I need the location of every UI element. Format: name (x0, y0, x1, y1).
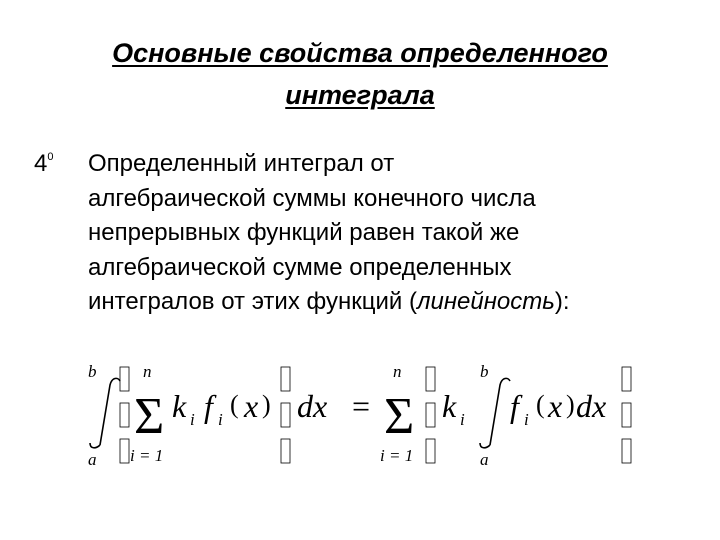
variable-x-right: x (548, 388, 563, 424)
integral-upper-limit-right: b (480, 362, 489, 381)
sum-lower-limit: i = 1 (130, 446, 164, 465)
function-f-right: f (510, 388, 519, 424)
property-number-superscript: 0 (47, 151, 54, 163)
text-line-1: Определенный интеграл от (88, 150, 395, 177)
coefficient-k: k (172, 388, 187, 424)
variable-x-left: x (244, 388, 259, 424)
sigma-left: Σ (134, 388, 165, 445)
property-text (34, 140, 694, 320)
bracket-box-7 (426, 367, 435, 391)
title-line-2: интеграла (285, 80, 435, 110)
sum-lower-limit-right: i = 1 (380, 446, 414, 465)
bracket-box-9 (426, 439, 435, 463)
integral-sign-right (480, 378, 510, 447)
integral-lower-limit-right: a (480, 450, 489, 469)
sum-upper-limit-right: n (393, 362, 402, 381)
text-line-2: алгебраической суммы конечного числа (88, 184, 536, 212)
function-f: f (204, 388, 213, 424)
text-line-5-italic: линейность (416, 288, 555, 315)
equals-sign: = (352, 388, 371, 424)
differential-right: dx (576, 388, 607, 424)
bracket-box-8 (426, 403, 435, 427)
paren-close-right: ) (566, 390, 575, 419)
paren-close-left: ) (262, 390, 271, 419)
bracket-box-4 (281, 367, 290, 391)
text-line-5-end: ): (554, 288, 570, 315)
bracket-box-6 (281, 439, 290, 463)
property-number-digit: 4 (34, 150, 48, 177)
text-line-5 (34, 285, 694, 320)
bracket-box-12 (622, 439, 631, 463)
bracket-box-11 (622, 403, 631, 427)
text-line-3: непрерывных функций равен такой же (88, 219, 520, 246)
linearity-formula (70, 355, 670, 475)
bracket-box-3 (120, 439, 129, 463)
paren-open-left: ( (230, 390, 239, 419)
slide-title (60, 32, 660, 116)
sum-upper-limit: n (143, 362, 152, 381)
coefficient-k-sub-right: i (460, 410, 465, 429)
integral-lower-limit: a (88, 450, 97, 469)
property-number (34, 140, 88, 182)
function-f-sub-right: i (524, 410, 529, 429)
text-line-5-start: интегралов от этих функций ( (88, 288, 417, 315)
title-line-1: Основные свойства определенного (112, 38, 608, 68)
paren-open-right: ( (536, 390, 545, 419)
formula-svg (70, 355, 670, 475)
integral-sign-left (90, 378, 120, 447)
integral-upper-limit: b (88, 362, 97, 381)
sigma-right: Σ (384, 388, 415, 445)
bracket-box-5 (281, 403, 290, 427)
bracket-box-10 (622, 367, 631, 391)
bracket-box-1 (120, 367, 129, 391)
bracket-box-2 (120, 403, 129, 427)
text-line-4: алгебраической сумме определенных (88, 253, 512, 281)
coefficient-k-right: k (442, 388, 457, 424)
function-f-sub: i (218, 410, 223, 429)
coefficient-k-sub: i (190, 410, 195, 429)
differential-left: dx (297, 388, 328, 424)
